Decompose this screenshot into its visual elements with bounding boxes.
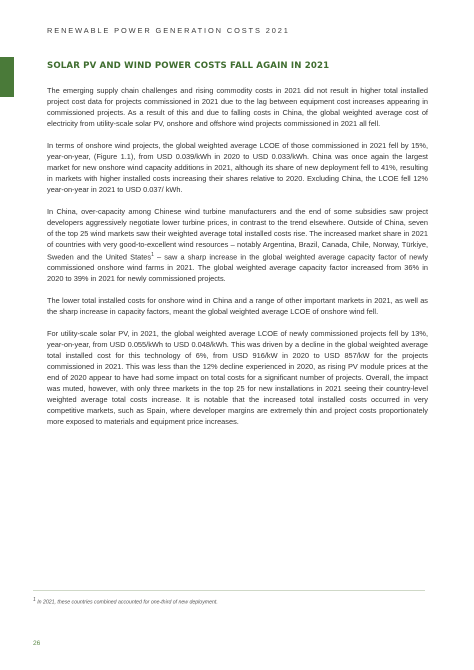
running-header: RENEWABLE POWER GENERATION COSTS 2021: [47, 26, 290, 35]
footnote-marker: 1: [33, 597, 36, 603]
page-number: 26: [33, 640, 41, 647]
paragraph-2: In terms of onshore wind projects, the global weighted average LCOE of those commissioned in 2021 fell by 15%, year-on-year, (Figure 1.1), from USD 0.039/kWh in 2020 to USD 0.033/kWh. China was once again the largest market for new onshore wind capacity additions in 2021, although its share of new deployment fell to 41%, resulting in markets with higher installed costs increasing their shares relative to 2020. Excluding China, the LCOE fell 12% year-on-year in 2021 to USD 0.037/ kWh.: [47, 141, 428, 194]
paragraph-4: The lower total installed costs for onshore wind in China and a range of other important markets in 2021, as well as the sharp increase in capacity factors, meant the global weighted average LCOE of onshore wind fell.: [47, 296, 428, 317]
footnote-reference[interactable]: 1: [151, 252, 154, 258]
paragraph-3: [47, 206, 428, 284]
footnote-text: In 2021, these countries combined accounted for one-third of new deployment.: [37, 599, 218, 606]
paragraph-1: The emerging supply chain challenges and rising commodity costs in 2021 did not result in higher total installed project cost data for projects commissioned in 2021 due to the lag between equipment cost increases appearing in commissioned projects. As a result of this and due to falling costs in China, the global weighted average cost of electricity from utility-scale solar PV, onshore and offshore wind projects commissioned in 2021 all fell.: [47, 86, 428, 128]
body-text: [47, 85, 428, 438]
section-title: SOLAR PV AND WIND POWER COSTS FALL AGAIN IN 2021: [47, 61, 330, 71]
paragraph-5: For utility-scale solar PV, in 2021, the global weighted average LCOE of newly commissioned projects fell by 13%, year-on-year, from USD 0.055/kWh to USD 0.048/kWh. This was driven by a decline in the global weighted average total installed cost for this technology of 6%, from USD 916/kW in 2020 to USD 857/kW for the projects commissioned in 2021. This was less than the 12% decline experienced in 2020, as rising PV module prices at the end of 2020 appear to have had some impact on total costs for a significant number of projects. Overall, the impact was muted, however, with only three markets in the top 25 for new installations in 2021 seeing their country-level weighted average total costs increase. It is notable that the increased total installed costs occurred in very competitive markets, such as Spain, where developer margins are extremely thin and project costs proportionately more exposed to materials and equipment price increases.: [47, 329, 428, 427]
section-accent-bar: [0, 57, 14, 97]
paragraph-3-tail: – saw a sharp increase in the global weighted average capacity factor of newly commissioned onshore wind farms in 2021. The global weighted average capacity factor increased from 36% in 2020 to 39% in 2021 for newly commissioned projects.: [47, 252, 429, 284]
footnote-divider: [33, 590, 425, 591]
paragraph-3-text: In China, over-capacity among Chinese wind turbine manufacturers and the end of some subsidies saw project developers aggressively negotiate lower turbine prices, in contrast to the trend elsewhere. Outside of China, seven of the top 25 wind markets saw their weighted average total installed costs rise. The increased market share in 2021 of countries with very good-to-excellent wind resources – notably Argentina, Brazil, Canada, Chile, Norway, Türkiye, Sweden and the United States: [47, 207, 428, 262]
footnote: [33, 597, 433, 606]
